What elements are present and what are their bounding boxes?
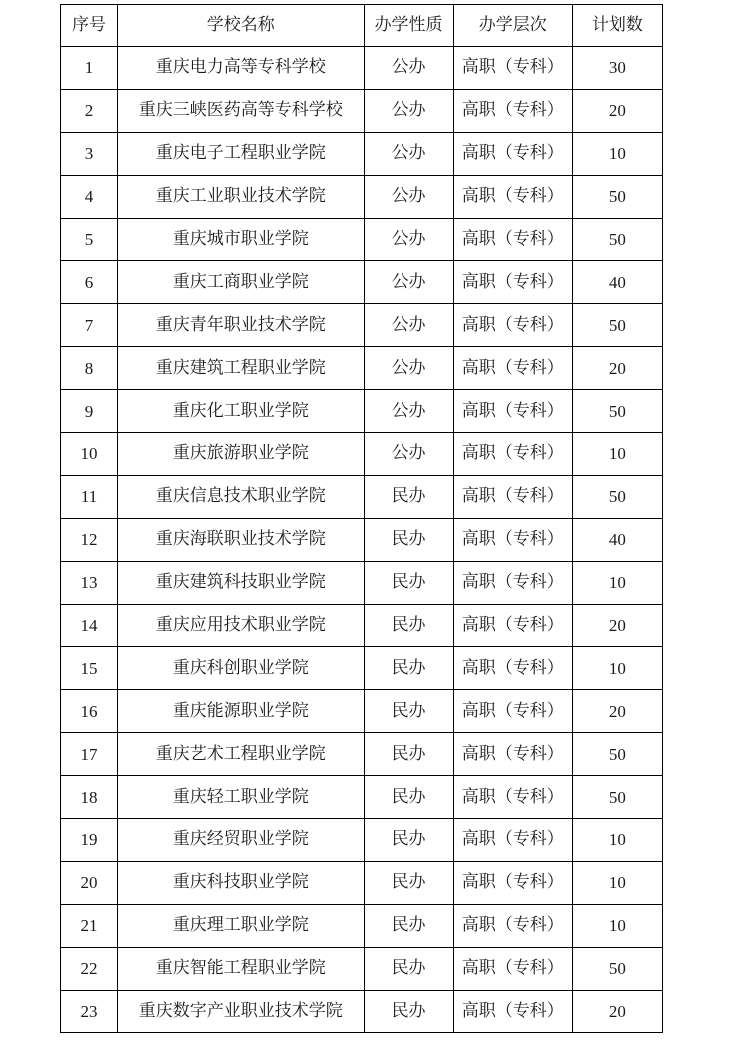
- row-school-name-cell: 重庆化工职业学院: [118, 390, 364, 433]
- row-plan-cell: 10: [572, 647, 662, 690]
- row-nature-cell: 公办: [364, 304, 453, 347]
- row-index-cell: 4: [61, 175, 118, 218]
- table-row: [61, 690, 663, 733]
- row-nature-cell: 公办: [364, 89, 453, 132]
- row-nature-cell: 民办: [364, 776, 453, 819]
- table-row: [61, 475, 663, 518]
- row-nature-cell: 公办: [364, 175, 453, 218]
- row-index-cell: 12: [61, 518, 118, 561]
- row-nature-cell: 公办: [364, 47, 453, 90]
- row-index-cell: 17: [61, 733, 118, 776]
- row-school-name-cell: 重庆信息技术职业学院: [118, 475, 364, 518]
- row-school-name-cell: 重庆科技职业学院: [118, 861, 364, 904]
- row-index-cell: 1: [61, 47, 118, 90]
- header-plan: 计划数: [572, 5, 662, 47]
- row-index-cell: 11: [61, 475, 118, 518]
- row-plan-cell: 10: [572, 433, 662, 476]
- table-row: [61, 47, 663, 90]
- row-plan-cell: 10: [572, 132, 662, 175]
- table-row: [61, 218, 663, 261]
- row-level-cell: 高职（专科）: [453, 347, 572, 390]
- row-school-name-cell: 重庆能源职业学院: [118, 690, 364, 733]
- row-nature-cell: 民办: [364, 947, 453, 990]
- row-index-cell: 8: [61, 347, 118, 390]
- table-row: [61, 347, 663, 390]
- table-row: [61, 990, 663, 1033]
- row-school-name-cell: 重庆轻工职业学院: [118, 776, 364, 819]
- row-plan-cell: 20: [572, 990, 662, 1033]
- table-row: [61, 947, 663, 990]
- row-level-cell: 高职（专科）: [453, 433, 572, 476]
- row-nature-cell: 民办: [364, 690, 453, 733]
- row-level-cell: 高职（专科）: [453, 776, 572, 819]
- row-plan-cell: 10: [572, 904, 662, 947]
- table-row: [61, 776, 663, 819]
- row-plan-cell: 20: [572, 347, 662, 390]
- row-level-cell: 高职（专科）: [453, 89, 572, 132]
- row-plan-cell: 10: [572, 861, 662, 904]
- row-index-cell: 16: [61, 690, 118, 733]
- row-plan-cell: 20: [572, 690, 662, 733]
- row-nature-cell: 民办: [364, 904, 453, 947]
- table-row: [61, 733, 663, 776]
- row-level-cell: 高职（专科）: [453, 218, 572, 261]
- table-row: [61, 561, 663, 604]
- row-index-cell: 19: [61, 819, 118, 862]
- row-nature-cell: 民办: [364, 861, 453, 904]
- row-nature-cell: 公办: [364, 433, 453, 476]
- row-plan-cell: 50: [572, 733, 662, 776]
- row-level-cell: 高职（专科）: [453, 47, 572, 90]
- header-school-name: 学校名称: [118, 5, 364, 47]
- table-row: [61, 132, 663, 175]
- row-index-cell: 22: [61, 947, 118, 990]
- row-level-cell: 高职（专科）: [453, 561, 572, 604]
- row-school-name-cell: 重庆工业职业技术学院: [118, 175, 364, 218]
- row-nature-cell: 民办: [364, 733, 453, 776]
- header-nature: 办学性质: [364, 5, 453, 47]
- row-index-cell: 5: [61, 218, 118, 261]
- table-row: [61, 261, 663, 304]
- row-plan-cell: 10: [572, 819, 662, 862]
- row-nature-cell: 公办: [364, 390, 453, 433]
- table-row: [61, 433, 663, 476]
- row-index-cell: 7: [61, 304, 118, 347]
- row-level-cell: 高职（专科）: [453, 947, 572, 990]
- row-level-cell: 高职（专科）: [453, 475, 572, 518]
- row-nature-cell: 民办: [364, 990, 453, 1033]
- row-school-name-cell: 重庆海联职业技术学院: [118, 518, 364, 561]
- row-school-name-cell: 重庆电子工程职业学院: [118, 132, 364, 175]
- row-school-name-cell: 重庆三峡医药高等专科学校: [118, 89, 364, 132]
- row-level-cell: 高职（专科）: [453, 904, 572, 947]
- row-index-cell: 13: [61, 561, 118, 604]
- table-row: [61, 390, 663, 433]
- row-plan-cell: 20: [572, 89, 662, 132]
- table-row: [61, 819, 663, 862]
- row-school-name-cell: 重庆应用技术职业学院: [118, 604, 364, 647]
- row-plan-cell: 50: [572, 218, 662, 261]
- table-row: [61, 304, 663, 347]
- row-nature-cell: 公办: [364, 218, 453, 261]
- row-plan-cell: 20: [572, 604, 662, 647]
- row-plan-cell: 50: [572, 947, 662, 990]
- row-nature-cell: 民办: [364, 561, 453, 604]
- row-index-cell: 10: [61, 433, 118, 476]
- row-plan-cell: 40: [572, 518, 662, 561]
- row-index-cell: 20: [61, 861, 118, 904]
- enrollment-plan-table: [60, 4, 663, 1033]
- table-row: [61, 647, 663, 690]
- table-row: [61, 175, 663, 218]
- row-level-cell: 高职（专科）: [453, 819, 572, 862]
- row-index-cell: 14: [61, 604, 118, 647]
- table-row: [61, 904, 663, 947]
- row-level-cell: 高职（专科）: [453, 647, 572, 690]
- row-school-name-cell: 重庆数字产业职业技术学院: [118, 990, 364, 1033]
- row-plan-cell: 40: [572, 261, 662, 304]
- row-nature-cell: 公办: [364, 347, 453, 390]
- row-level-cell: 高职（专科）: [453, 861, 572, 904]
- header-level: 办学层次: [453, 5, 572, 47]
- table-header-row: [61, 5, 663, 47]
- row-nature-cell: 民办: [364, 604, 453, 647]
- row-index-cell: 15: [61, 647, 118, 690]
- row-level-cell: 高职（专科）: [453, 175, 572, 218]
- row-plan-cell: 10: [572, 561, 662, 604]
- row-school-name-cell: 重庆建筑工程职业学院: [118, 347, 364, 390]
- table-row: [61, 861, 663, 904]
- row-school-name-cell: 重庆艺术工程职业学院: [118, 733, 364, 776]
- row-index-cell: 23: [61, 990, 118, 1033]
- row-plan-cell: 30: [572, 47, 662, 90]
- row-school-name-cell: 重庆建筑科技职业学院: [118, 561, 364, 604]
- row-index-cell: 2: [61, 89, 118, 132]
- header-index: 序号: [61, 5, 118, 47]
- row-school-name-cell: 重庆经贸职业学院: [118, 819, 364, 862]
- row-level-cell: 高职（专科）: [453, 304, 572, 347]
- row-school-name-cell: 重庆城市职业学院: [118, 218, 364, 261]
- row-plan-cell: 50: [572, 304, 662, 347]
- row-index-cell: 21: [61, 904, 118, 947]
- row-plan-cell: 50: [572, 475, 662, 518]
- row-index-cell: 3: [61, 132, 118, 175]
- row-level-cell: 高职（专科）: [453, 132, 572, 175]
- table-row: [61, 518, 663, 561]
- row-level-cell: 高职（专科）: [453, 990, 572, 1033]
- row-school-name-cell: 重庆科创职业学院: [118, 647, 364, 690]
- row-plan-cell: 50: [572, 390, 662, 433]
- row-index-cell: 9: [61, 390, 118, 433]
- table-row: [61, 604, 663, 647]
- row-index-cell: 18: [61, 776, 118, 819]
- row-level-cell: 高职（专科）: [453, 690, 572, 733]
- table-row: [61, 89, 663, 132]
- row-school-name-cell: 重庆电力高等专科学校: [118, 47, 364, 90]
- row-nature-cell: 民办: [364, 518, 453, 561]
- row-school-name-cell: 重庆理工职业学院: [118, 904, 364, 947]
- row-plan-cell: 50: [572, 175, 662, 218]
- row-level-cell: 高职（专科）: [453, 733, 572, 776]
- row-school-name-cell: 重庆旅游职业学院: [118, 433, 364, 476]
- row-nature-cell: 民办: [364, 475, 453, 518]
- row-school-name-cell: 重庆青年职业技术学院: [118, 304, 364, 347]
- row-level-cell: 高职（专科）: [453, 390, 572, 433]
- table-body: [61, 47, 663, 1033]
- row-nature-cell: 公办: [364, 261, 453, 304]
- row-level-cell: 高职（专科）: [453, 604, 572, 647]
- row-nature-cell: 公办: [364, 132, 453, 175]
- row-nature-cell: 民办: [364, 819, 453, 862]
- row-school-name-cell: 重庆智能工程职业学院: [118, 947, 364, 990]
- row-level-cell: 高职（专科）: [453, 518, 572, 561]
- row-school-name-cell: 重庆工商职业学院: [118, 261, 364, 304]
- row-plan-cell: 50: [572, 776, 662, 819]
- row-index-cell: 6: [61, 261, 118, 304]
- row-level-cell: 高职（专科）: [453, 261, 572, 304]
- row-nature-cell: 民办: [364, 647, 453, 690]
